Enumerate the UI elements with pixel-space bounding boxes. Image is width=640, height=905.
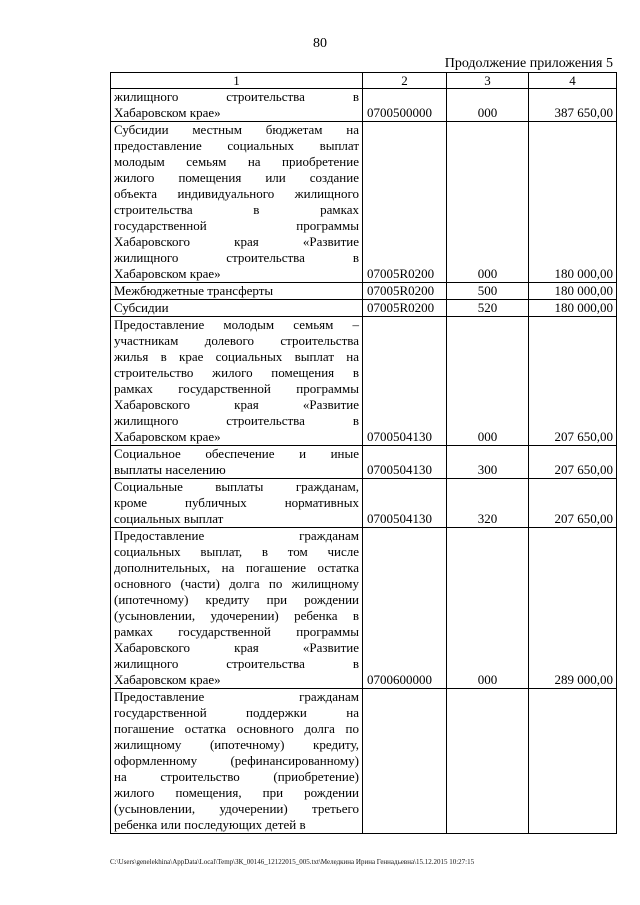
table-row xyxy=(111,122,617,283)
row-type: 000 xyxy=(447,89,529,122)
header-col-4: 4 xyxy=(529,73,617,89)
description-line: социальных выплат, в том числе xyxy=(114,544,359,559)
description-line: Предоставление молодым семьям – xyxy=(114,317,359,332)
description-line: Субсидии xyxy=(114,300,169,315)
budget-table xyxy=(110,72,617,834)
description-line: Предоставление гражданам xyxy=(114,689,359,704)
row-code: 0700504130 xyxy=(363,446,447,479)
description-line: молодым семьям на приобретение xyxy=(114,154,359,169)
description-line: основного (части) долга по жилищному xyxy=(114,576,359,591)
description-line: строительство жилого помещения в xyxy=(114,365,359,380)
row-code: 0700500000 xyxy=(363,89,447,122)
description-line: Хабаровского края «Развитие xyxy=(114,397,359,412)
description-line: Субсидии местным бюджетам на xyxy=(114,122,359,137)
row-type: 000 xyxy=(447,317,529,446)
row-code: 0700600000 xyxy=(363,528,447,689)
row-amount: 180 000,00 xyxy=(529,300,617,317)
description-line: дополнительных, на погашение остатка xyxy=(114,560,359,575)
description-line: жилищному (ипотечному) кредиту, xyxy=(114,737,359,752)
description-line: жилого помещения или создание xyxy=(114,170,359,185)
row-type: 520 xyxy=(447,300,529,317)
description-line: жилищного строительства в xyxy=(114,656,359,671)
row-description xyxy=(111,528,363,689)
description-line: строительства в рамках xyxy=(114,202,359,217)
row-code: 07005R0200 xyxy=(363,122,447,283)
description-line: (усыновлении, удочерении) третьего xyxy=(114,801,359,816)
row-amount: 387 650,00 xyxy=(529,89,617,122)
description-line: предоставление социальных выплат xyxy=(114,138,359,153)
row-type: 000 xyxy=(447,122,529,283)
description-line: рамках государственной программы xyxy=(114,381,359,396)
row-amount: 289 000,00 xyxy=(529,528,617,689)
row-amount xyxy=(529,689,617,834)
description-line: Хабаровском крае» xyxy=(114,105,221,120)
description-line: (ипотечному) кредиту при рождении xyxy=(114,592,359,607)
row-type: 300 xyxy=(447,446,529,479)
description-line: ребенка или последующих детей в xyxy=(114,817,306,832)
continuation-label: Продолжение приложения 5 xyxy=(444,56,613,71)
row-amount: 180 000,00 xyxy=(529,283,617,300)
row-code: 07005R0200 xyxy=(363,300,447,317)
description-line: жилищного строительства в xyxy=(114,89,359,104)
row-description xyxy=(111,689,363,834)
description-line: (усыновлении, удочерении) ребенка в xyxy=(114,608,359,623)
description-line: жилья в крае социальных выплат на xyxy=(114,349,359,364)
row-description xyxy=(111,479,363,528)
table-row xyxy=(111,689,617,834)
description-line: Хабаровском крае» xyxy=(114,266,221,281)
table-row xyxy=(111,528,617,689)
row-amount: 207 650,00 xyxy=(529,479,617,528)
description-line: Межбюджетные трансферты xyxy=(114,283,274,298)
header-col-2: 2 xyxy=(363,73,447,89)
row-code: 0700504130 xyxy=(363,317,447,446)
description-line: Социальные выплаты гражданам, xyxy=(114,479,359,494)
description-line: Хабаровского края «Развитие xyxy=(114,234,359,249)
row-code: 0700504130 xyxy=(363,479,447,528)
table-row xyxy=(111,283,617,300)
table-row xyxy=(111,317,617,446)
row-amount: 207 650,00 xyxy=(529,446,617,479)
page-number: 80 xyxy=(313,36,327,51)
row-description xyxy=(111,446,363,479)
row-type xyxy=(447,689,529,834)
row-description xyxy=(111,122,363,283)
row-description xyxy=(111,300,363,317)
row-description xyxy=(111,317,363,446)
row-type: 000 xyxy=(447,528,529,689)
description-line: Хабаровском крае» xyxy=(114,672,221,687)
row-amount: 180 000,00 xyxy=(529,122,617,283)
description-line: объекта индивидуального жилищного xyxy=(114,186,359,201)
table-row xyxy=(111,479,617,528)
description-line: социальных выплат xyxy=(114,511,224,526)
description-line: государственной программы xyxy=(114,218,359,233)
table-row xyxy=(111,446,617,479)
row-type: 320 xyxy=(447,479,529,528)
row-description xyxy=(111,89,363,122)
table-row xyxy=(111,89,617,122)
description-line: Предоставление гражданам xyxy=(114,528,359,543)
description-line: оформленному (рефинансированному) xyxy=(114,753,359,768)
description-line: Социальное обеспечение и иные xyxy=(114,446,359,461)
description-line: жилищного строительства в xyxy=(114,250,359,265)
header-col-1: 1 xyxy=(111,73,363,89)
description-line: Хабаровского края «Развитие xyxy=(114,640,359,655)
description-line: государственной поддержки на xyxy=(114,705,359,720)
description-line: выплаты населению xyxy=(114,462,226,477)
description-line: рамках государственной программы xyxy=(114,624,359,639)
description-line: участникам долевого строительства xyxy=(114,333,359,348)
row-amount: 207 650,00 xyxy=(529,317,617,446)
description-line: жилищного строительства в xyxy=(114,413,359,428)
table-row xyxy=(111,300,617,317)
row-code xyxy=(363,689,447,834)
description-line: кроме публичных нормативных xyxy=(114,495,359,510)
header-col-3: 3 xyxy=(447,73,529,89)
row-type: 500 xyxy=(447,283,529,300)
description-line: погашение остатка основного долга по xyxy=(114,721,359,736)
file-path-footer: C:\Users\genelekhina\AppData\Local\Temp\ЗК_00146_12122015_005.txt\Меледкина Ирина Геннадьевна\15.12.2015 10:27:15 xyxy=(110,858,475,866)
description-line: жилого помещения, при рождении xyxy=(114,785,359,800)
row-code: 07005R0200 xyxy=(363,283,447,300)
table-body xyxy=(111,89,617,834)
description-line: на строительство (приобретение) xyxy=(114,769,359,784)
table-header-row xyxy=(111,73,617,89)
description-line: Хабаровском крае» xyxy=(114,429,221,444)
row-description xyxy=(111,283,363,300)
